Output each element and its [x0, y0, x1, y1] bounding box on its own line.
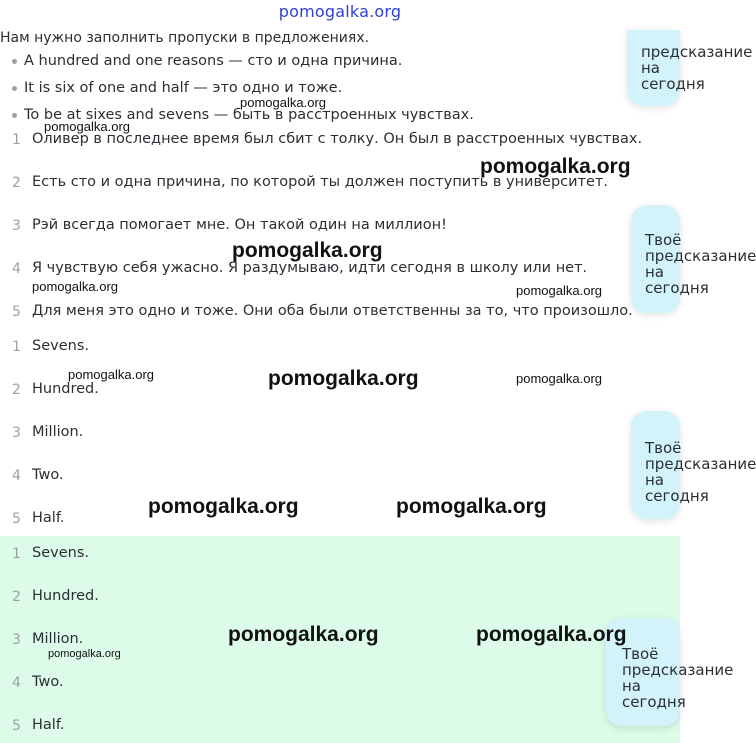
prediction-bubble[interactable]: [631, 205, 756, 313]
site-watermark: pomogalka.org: [68, 367, 154, 382]
sentence-text: Я чувствую себя ужасно. Я раздумываю, идти сегодня в школу или нет.: [32, 260, 588, 276]
answer-text: Two.: [32, 467, 64, 483]
bullet-text: To be at sixes and sevens — быть в расстроенных чувствах.: [24, 107, 474, 123]
answer-number: 3: [12, 425, 21, 441]
answer-text: Sevens.: [32, 338, 89, 354]
site-watermark: pomogalka.org: [228, 623, 379, 646]
site-watermark: pomogalka.org: [476, 623, 627, 646]
bubble-line: предсказание: [622, 661, 734, 679]
sentence-number: 1: [12, 132, 21, 148]
bubble-line: на сегодня: [645, 471, 709, 505]
header-watermark[interactable]: pomogalka.org: [278, 2, 402, 21]
site-watermark: pomogalka.org: [32, 279, 118, 294]
answer-text: Half.: [32, 717, 65, 733]
sentence-number: 5: [12, 304, 21, 320]
bubble-line: предсказание: [645, 247, 756, 265]
answer-number: 3: [12, 632, 21, 648]
answer-number: 2: [12, 589, 21, 605]
bubble-line: Твоё: [645, 439, 682, 457]
sentence-text: Для меня это одно и тоже. Они оба были ответственны за то, что произошло.: [32, 303, 633, 319]
site-watermark: pomogalka.org: [396, 495, 547, 518]
bubble-line: предсказание: [645, 455, 756, 473]
bubble-line: на сегодня: [622, 677, 686, 711]
answer-number: 4: [12, 675, 21, 691]
sentence-number: 4: [12, 261, 21, 277]
bubble-line: на сегодня: [641, 59, 705, 93]
bubble-line: Твоё: [622, 645, 659, 663]
answer-number: 5: [12, 718, 21, 734]
site-watermark: pomogalka.org: [44, 119, 130, 134]
answer-text: Hundred.: [32, 381, 99, 397]
prediction-bubble[interactable]: [627, 30, 753, 106]
site-watermark: pomogalka.org: [232, 239, 383, 262]
bullet-item: [12, 52, 474, 79]
site-watermark: pomogalka.org: [516, 283, 602, 298]
answer-text: Million.: [32, 631, 84, 647]
answer-text: Half.: [32, 510, 65, 526]
answer-number: 5: [12, 511, 21, 527]
site-watermark: pomogalka.org: [480, 155, 631, 178]
bullet-dot-icon: [12, 86, 17, 91]
bullet-dot-icon: [12, 113, 17, 118]
intro-text: Нам нужно заполнить пропуски в предложениях.: [0, 30, 370, 46]
site-watermark: pomogalka.org: [148, 495, 299, 518]
sentence-text: Оливер в последнее время был сбит с толку. Он был в расстроенных чувствах.: [32, 131, 643, 147]
answer-number: 1: [12, 339, 21, 355]
answer-text: Sevens.: [32, 545, 89, 561]
bullet-text: A hundred and one reasons — сто и одна причина.: [24, 53, 403, 69]
bubble-line: предсказание: [641, 43, 753, 61]
site-watermark: pomogalka.org: [268, 367, 419, 390]
answer-number: 1: [12, 546, 21, 562]
sentence-text: Есть сто и одна причина, по которой ты должен поступить в университет.: [32, 174, 608, 190]
sentence-text: Рэй всегда помогает мне. Он такой один на миллион!: [32, 217, 447, 233]
site-watermark: pomogalka.org: [516, 371, 602, 386]
sentence-number: 3: [12, 218, 21, 234]
answer-number: 2: [12, 382, 21, 398]
prediction-bubble[interactable]: [631, 411, 756, 519]
answer-number: 4: [12, 468, 21, 484]
bubble-line: Твоё: [645, 231, 682, 249]
sentence-number: 2: [12, 175, 21, 191]
answer-text: Two.: [32, 674, 64, 690]
answer-text: Hundred.: [32, 588, 99, 604]
answer-text: Million.: [32, 424, 84, 440]
bubble-line: на сегодня: [645, 263, 709, 297]
site-watermark: pomogalka.org: [240, 95, 326, 110]
site-watermark: pomogalka.org: [48, 648, 121, 660]
bullet-text: It is six of one and half — это одно и тоже.: [24, 80, 343, 96]
bullet-dot-icon: [12, 59, 17, 64]
